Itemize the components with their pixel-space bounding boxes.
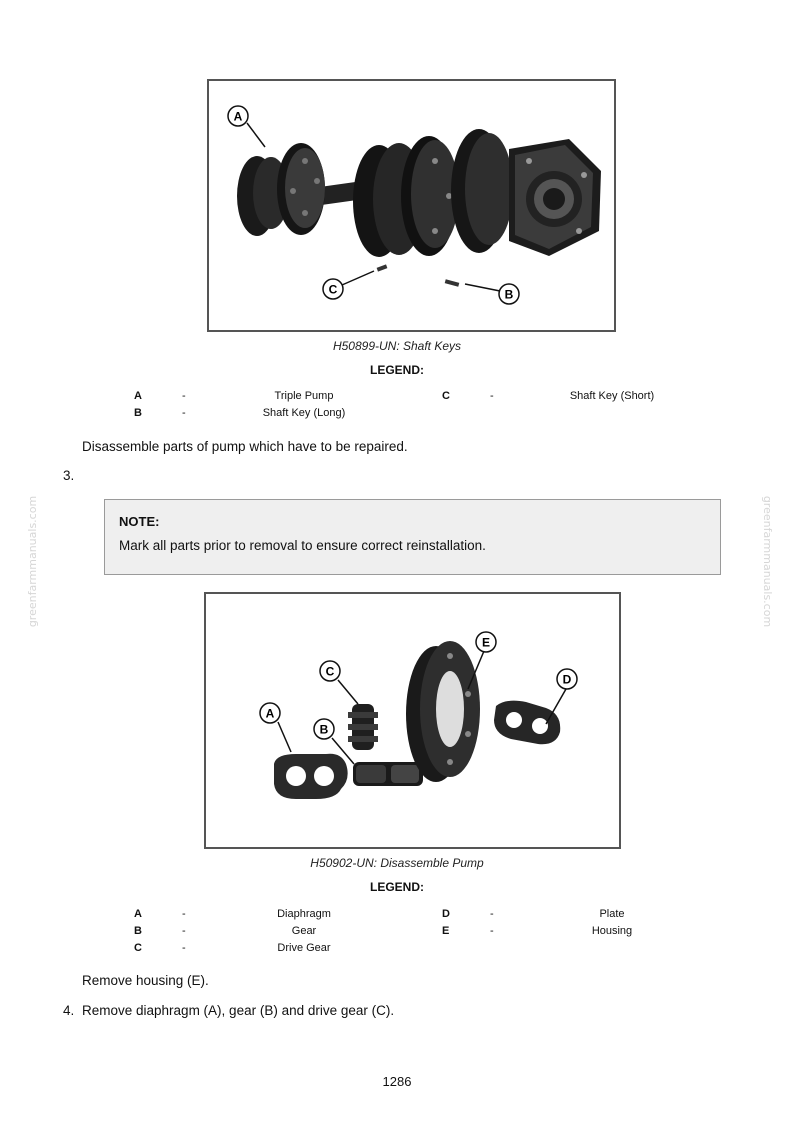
legend-title: LEGEND: [370, 363, 424, 377]
legend-dash: - [182, 925, 186, 937]
legend-key: B [134, 407, 142, 419]
callout-c: C [328, 282, 338, 297]
legend-key: B [134, 925, 142, 937]
legend-label: Triple Pump [274, 390, 334, 402]
legend-key: A [134, 390, 142, 402]
callout-a: A [265, 706, 275, 721]
legend-key: C [134, 942, 142, 954]
callout-b: B [319, 722, 329, 737]
callout-c: C [325, 664, 335, 679]
page-number: 1286 [382, 1074, 412, 1089]
legend-title: LEGEND: [370, 880, 424, 894]
legend-dash: - [182, 908, 186, 920]
legend-dash: - [490, 908, 494, 920]
legend-label: Diaphragm [277, 908, 331, 920]
note-title: NOTE: [119, 514, 160, 529]
legend-label: Shaft Key (Long) [262, 407, 346, 419]
step-4-text: Remove diaphragm (A), gear (B) and drive gear (C). [82, 1003, 395, 1018]
callout-b: B [504, 287, 514, 302]
note-text: Mark all parts prior to removal to ensure correct reinstallation. [119, 538, 486, 553]
figure-caption: H50899-UN: Shaft Keys [332, 339, 462, 353]
legend-dash: - [490, 925, 494, 937]
figure-disassemble-pump [204, 592, 621, 849]
legend-label: Housing [591, 925, 633, 937]
callout-d: D [562, 672, 572, 687]
watermark-right: greenfarmmanuals.com [761, 495, 775, 628]
note-box [104, 499, 721, 575]
legend-label: Shaft Key (Short) [569, 390, 655, 402]
legend-key: D [442, 908, 450, 920]
legend-key: E [442, 925, 450, 937]
triple-pump-illustration [209, 81, 614, 330]
callout-e: E [481, 635, 491, 650]
callout-a: A [233, 109, 243, 124]
legend-label: Plate [599, 908, 625, 920]
figure-caption: H50902-UN: Disassemble Pump [310, 856, 484, 870]
step-3-text: Disassemble parts of pump which have to be repaired. [82, 439, 408, 454]
legend-dash: - [182, 407, 186, 419]
legend-dash: - [490, 390, 494, 402]
legend-key: A [134, 908, 142, 920]
legend-key: C [442, 390, 450, 402]
figure-shaft-keys [207, 79, 616, 332]
legend-label: Drive Gear [277, 942, 331, 954]
step-3-number: 3. [63, 468, 75, 483]
pump-parts-illustration [206, 594, 619, 847]
step-4-pre-text: Remove housing (E). [82, 973, 209, 988]
legend-dash: - [182, 942, 186, 954]
legend-label: Gear [291, 925, 317, 937]
step-4-number: 4. [63, 1003, 75, 1018]
watermark-left: greenfarmmanuals.com [26, 495, 40, 628]
legend-dash: - [182, 390, 186, 402]
